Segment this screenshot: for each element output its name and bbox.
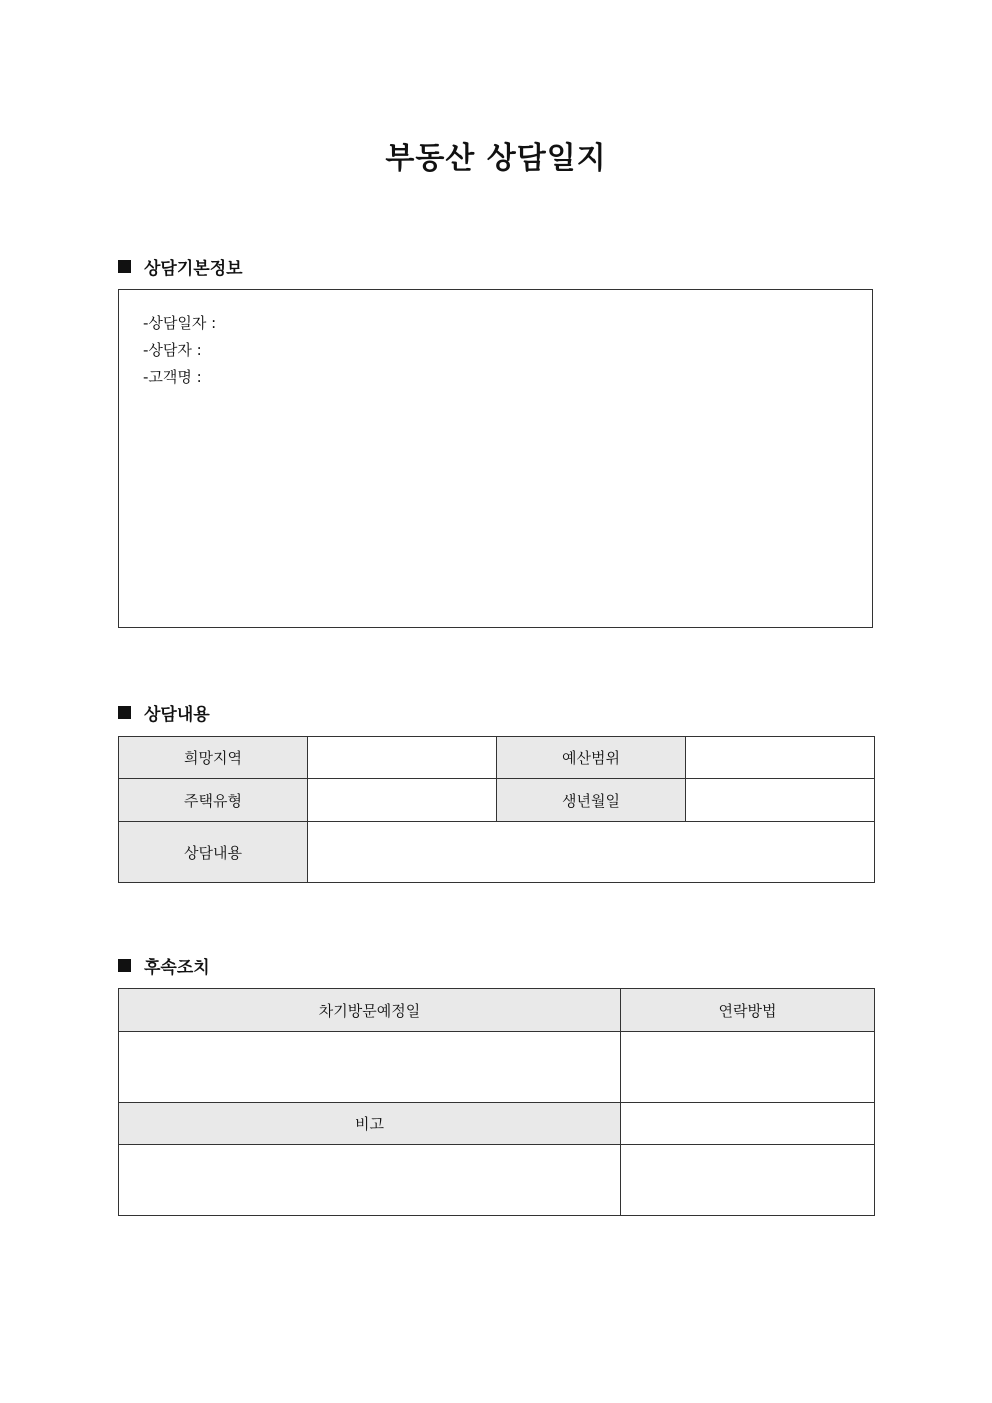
consult-content-label: 상담내용 (119, 822, 308, 883)
birth-date-field[interactable] (686, 779, 875, 822)
followup-table (118, 988, 875, 1216)
remarks-side-field[interactable] (621, 1103, 875, 1145)
table-row (119, 1103, 875, 1145)
page-title: 부동산 상담일지 (385, 141, 607, 176)
square-bullet-icon (118, 260, 131, 273)
table-row (119, 737, 875, 779)
square-bullet-icon (118, 706, 131, 719)
contact-method-field[interactable] (621, 1032, 875, 1103)
contact-method-label: 연락방법 (621, 989, 875, 1032)
remarks-field[interactable] (119, 1145, 621, 1216)
desired-area-label: 희망지역 (119, 737, 308, 779)
budget-range-field[interactable] (686, 737, 875, 779)
consult-content-field[interactable] (308, 822, 875, 883)
budget-range-label: 예산범위 (497, 737, 686, 779)
birth-date-label: 생년월일 (497, 779, 686, 822)
table-row (119, 779, 875, 822)
square-bullet-icon (118, 959, 131, 972)
housing-type-label: 주택유형 (119, 779, 308, 822)
section-followup-title: 후속조치 (144, 958, 210, 978)
table-row (119, 822, 875, 883)
table-row (119, 1032, 875, 1103)
table-row (119, 989, 875, 1032)
customer-name-line: -고객명 : (143, 368, 202, 386)
next-visit-label: 차기방문예정일 (119, 989, 621, 1032)
remarks-extra-field[interactable] (621, 1145, 875, 1216)
section-basic-info-title: 상담기본정보 (144, 259, 243, 279)
basic-info-box[interactable] (118, 289, 873, 628)
table-row (119, 1145, 875, 1216)
section-basic-info-heading (118, 254, 243, 279)
remarks-label: 비고 (119, 1103, 621, 1145)
desired-area-field[interactable] (308, 737, 497, 779)
consult-date-line: -상담일자 : (143, 314, 217, 332)
housing-type-field[interactable] (308, 779, 497, 822)
consultant-line: -상담자 : (143, 341, 202, 359)
section-consult-title: 상담내용 (144, 705, 210, 725)
section-consult-heading (118, 700, 210, 725)
section-followup-heading (118, 953, 210, 978)
next-visit-field[interactable] (119, 1032, 621, 1103)
consult-table (118, 736, 875, 883)
basic-info-lines (143, 310, 216, 391)
